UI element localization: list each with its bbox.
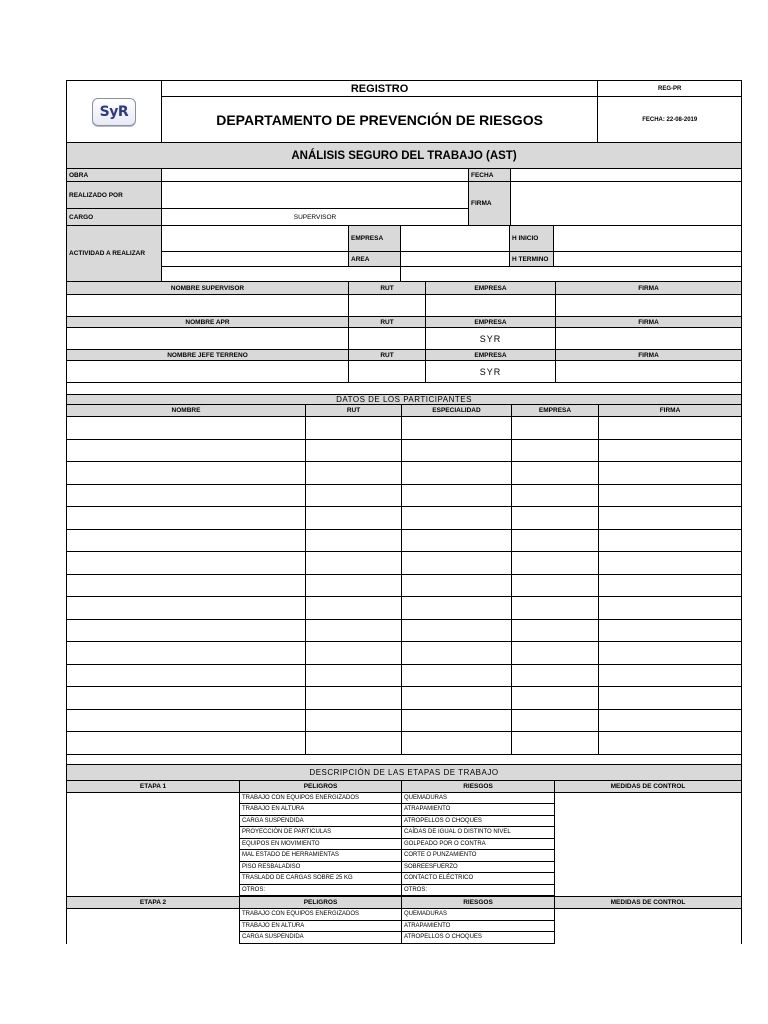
hazard-row [240, 850, 555, 862]
h-termino-label: H TERMINO [510, 252, 554, 266]
participant-empresa-field[interactable] [512, 462, 599, 484]
participant-rut-field[interactable] [306, 620, 402, 642]
participant-rut-field[interactable] [306, 732, 402, 754]
participant-especialidad-field[interactable] [402, 507, 512, 529]
participant-row [66, 597, 742, 620]
peligros-header: PELIGROS [240, 897, 402, 908]
participant-row [66, 732, 742, 755]
col-empresa: EMPRESA [512, 405, 599, 416]
participant-empresa-field[interactable] [512, 687, 599, 709]
obra-label: OBRA [67, 169, 162, 181]
participant-row [66, 710, 742, 733]
participant-empresa-field[interactable] [512, 575, 599, 597]
rut-header: RUT [349, 282, 426, 294]
supervisor-label: NOMBRE SUPERVISOR [67, 282, 349, 294]
participant-firma-field[interactable] [599, 710, 742, 732]
firma-label: FIRMA [469, 182, 511, 225]
participant-firma-field[interactable] [599, 687, 742, 709]
obra-row [66, 169, 742, 182]
medidas-header: MEDIDAS DE CONTROL [555, 897, 742, 908]
participant-empresa-field[interactable] [512, 485, 599, 507]
obra-field[interactable] [162, 169, 469, 181]
participant-rut-field[interactable] [306, 530, 402, 552]
area-row [162, 252, 742, 267]
peligro-item[interactable]: TRABAJO CON EQUIPOS ENERGIZADOS [240, 793, 402, 804]
participant-firma-field[interactable] [599, 530, 742, 552]
etapa2-hazard-list [240, 909, 555, 944]
hazard-row [240, 932, 555, 944]
participant-nombre-field[interactable] [67, 665, 306, 687]
form-code: REG-PR [598, 81, 741, 97]
participant-empresa-field[interactable] [512, 440, 599, 462]
jefe-values-row [66, 361, 742, 383]
participant-especialidad-field[interactable] [402, 732, 512, 754]
firma-header: FIRMA [556, 282, 742, 294]
form-date: FECHA: 22-08-2019 [642, 116, 698, 123]
participant-empresa-field[interactable] [512, 642, 599, 664]
peligro-item[interactable]: TRABAJO EN ALTURA [240, 804, 402, 815]
stages-title: DESCRIPCIÓN DE LAS ETAPAS DE TRABAJO [67, 765, 742, 780]
participant-rut-field[interactable] [306, 575, 402, 597]
apr-firma-field[interactable] [556, 328, 742, 349]
jefe-name-field[interactable] [67, 361, 349, 382]
hazard-row [240, 839, 555, 851]
participant-empresa-field[interactable] [512, 530, 599, 552]
hazard-row [240, 816, 555, 828]
realizado-cargo-left [67, 182, 469, 225]
realizado-field[interactable] [162, 182, 469, 208]
etapa2-header-row [66, 897, 742, 909]
cargo-label: CARGO [67, 209, 162, 225]
actividad-main [162, 226, 742, 281]
participant-empresa-field[interactable] [512, 732, 599, 754]
col-firma: FIRMA [599, 405, 742, 416]
apr-header-row [66, 317, 742, 328]
spacer-row [66, 383, 742, 395]
participant-firma-field[interactable] [599, 642, 742, 664]
participant-nombre-field[interactable] [67, 575, 306, 597]
etapa1-header-row [66, 781, 742, 793]
supervisor-name-field[interactable] [67, 295, 349, 316]
apr-empresa-field[interactable]: SYR [426, 328, 556, 349]
supervisor-rut-field[interactable] [349, 295, 426, 316]
hazard-row [240, 873, 555, 885]
participant-rut-field[interactable] [306, 552, 402, 574]
blank-cell [401, 267, 742, 281]
participant-firma-field[interactable] [599, 732, 742, 754]
empresa-label: EMPRESA [349, 226, 401, 251]
participant-especialidad-field[interactable] [402, 597, 512, 619]
participant-firma-field[interactable] [599, 620, 742, 642]
participant-especialidad-field[interactable] [402, 462, 512, 484]
participant-empresa-field[interactable] [512, 620, 599, 642]
blank-cell [67, 755, 742, 764]
jefe-rut-field[interactable] [349, 361, 426, 382]
participant-firma-field[interactable] [599, 440, 742, 462]
participants-header-row [66, 405, 742, 417]
riesgo-item[interactable]: ATRAPAMIENTO [402, 921, 555, 932]
jefe-label: NOMBRE JEFE TERRENO [67, 350, 349, 360]
participant-row [66, 440, 742, 463]
peligro-item[interactable]: CARGA SUSPENDIDA [240, 932, 402, 943]
participant-especialidad-field[interactable] [402, 665, 512, 687]
riesgo-item[interactable]: SOBREESFUERZO [402, 862, 555, 873]
participant-empresa-field[interactable] [512, 552, 599, 574]
participant-firma-field[interactable] [599, 665, 742, 687]
rut-header: RUT [349, 317, 426, 327]
supervisor-empresa-field[interactable] [426, 295, 556, 316]
riesgo-item[interactable]: CAÍDAS DE IGUAL O DISTINTO NIVEL [402, 827, 555, 838]
participant-especialidad-field[interactable] [402, 530, 512, 552]
col-especialidad: ESPECIALIDAD [402, 405, 512, 416]
logo-cell [67, 81, 162, 142]
participant-especialidad-field[interactable] [402, 620, 512, 642]
riesgo-item[interactable]: CORTE O PUNZAMIENTO [402, 850, 555, 861]
participant-especialidad-field[interactable] [402, 417, 512, 439]
participant-row [66, 642, 742, 665]
participant-rut-field[interactable] [306, 417, 402, 439]
etapa1-description[interactable] [67, 793, 240, 897]
cargo-row [67, 209, 469, 225]
etapa2-label: ETAPA 2 [67, 897, 240, 908]
ast-title: ANÁLISIS SEGURO DEL TRABAJO (AST) [67, 143, 742, 168]
participant-firma-field[interactable] [599, 485, 742, 507]
apr-rut-field[interactable] [349, 328, 426, 349]
participant-nombre-field[interactable] [67, 417, 306, 439]
participant-rut-field[interactable] [306, 665, 402, 687]
header-meta [598, 81, 742, 142]
participant-empresa-field[interactable] [512, 417, 599, 439]
peligro-item[interactable]: PROYECCIÓN DE PARTICULAS [240, 827, 402, 838]
empresa-header: EMPRESA [426, 282, 556, 294]
riesgo-item[interactable]: CONTACTO ELÉCTRICO [402, 873, 555, 884]
riesgo-item[interactable]: GOLPEADO POR O CONTRA [402, 839, 555, 850]
participant-row [66, 665, 742, 688]
participant-row [66, 507, 742, 530]
area-field[interactable] [401, 252, 510, 266]
participant-nombre-field[interactable] [67, 440, 306, 462]
form-header [66, 80, 742, 143]
peligro-item[interactable]: PISO RESBALADISO [240, 862, 402, 873]
actividad-field-2[interactable] [162, 252, 349, 266]
actividad-extra-row [162, 267, 742, 281]
ast-title-row [66, 143, 742, 169]
etapa2-medidas[interactable] [555, 909, 742, 944]
empresa-field[interactable] [401, 226, 510, 251]
etapa1-hazard-list [240, 793, 555, 897]
riesgo-item[interactable]: QUEMADURAS [402, 793, 555, 804]
fecha-field[interactable] [511, 169, 742, 181]
blank-cell [162, 267, 401, 281]
participant-row [66, 530, 742, 553]
participants-title: DATOS DE LOS PARTICIPANTES [67, 395, 742, 404]
participant-empresa-field[interactable] [512, 710, 599, 732]
participant-firma-field[interactable] [599, 552, 742, 574]
peligro-item[interactable]: TRABAJO EN ALTURA [240, 921, 402, 932]
jefe-firma-field[interactable] [556, 361, 742, 382]
actividad-label: ACTIVIDAD A REALIZAR [67, 226, 162, 281]
apr-label: NOMBRE APR [67, 317, 349, 327]
jefe-empresa-field[interactable]: SYR [426, 361, 556, 382]
fecha-label: FECHA [469, 169, 511, 181]
firma-header: FIRMA [556, 317, 742, 327]
participant-rut-field[interactable] [306, 642, 402, 664]
participant-especialidad-field[interactable] [402, 485, 512, 507]
participant-nombre-field[interactable] [67, 687, 306, 709]
realizado-cargo-block [66, 182, 742, 226]
riesgo-item[interactable]: ATROPELLOS O CHOQUES [402, 816, 555, 827]
peligro-item[interactable]: TRABAJO CON EQUIPOS ENERGIZADOS [240, 909, 402, 920]
actividad-block [66, 226, 742, 282]
hazard-row [240, 921, 555, 933]
hazard-row [240, 804, 555, 816]
peligro-item[interactable]: CARGA SUSPENDIDA [240, 816, 402, 827]
supervisor-values-row [66, 295, 742, 317]
actividad-empresa-row [162, 226, 742, 252]
participant-especialidad-field[interactable] [402, 642, 512, 664]
peligro-item[interactable]: TRASLADO DE CARGAS SOBRE 25 KG [240, 873, 402, 884]
jefe-header-row [66, 350, 742, 361]
participant-rut-field[interactable] [306, 597, 402, 619]
participant-firma-field[interactable] [599, 575, 742, 597]
participant-row [66, 417, 742, 440]
h-inicio-field[interactable] [554, 226, 742, 251]
syr-logo [92, 98, 136, 126]
participant-nombre-field[interactable] [67, 710, 306, 732]
participant-rut-field[interactable] [306, 462, 402, 484]
supervisor-firma-field[interactable] [556, 295, 742, 316]
peligro-item[interactable]: MAL ESTADO DE HERRAMIENTAS [240, 850, 402, 861]
participant-rut-field[interactable] [306, 687, 402, 709]
etapa2-description[interactable] [67, 909, 240, 944]
peligro-item[interactable]: EQUIPOS EN MOVIMIENTO [240, 839, 402, 850]
supervisor-header-row [66, 282, 742, 295]
logo-text: SyR [99, 103, 129, 120]
participant-empresa-field[interactable] [512, 597, 599, 619]
riesgos-header: RIESGOS [402, 781, 555, 792]
etapa1-label: ETAPA 1 [67, 781, 240, 792]
etapa1-body [66, 793, 742, 898]
apr-values-row [66, 328, 742, 350]
participant-especialidad-field[interactable] [402, 552, 512, 574]
peligros-header: PELIGROS [240, 781, 402, 792]
firma-header: FIRMA [556, 350, 742, 360]
participant-row [66, 552, 742, 575]
riesgo-item[interactable]: OTROS: [402, 885, 555, 896]
h-inicio-label: H INICIO [510, 226, 554, 251]
hazard-row [240, 793, 555, 805]
participant-nombre-field[interactable] [67, 732, 306, 754]
participant-nombre-field[interactable] [67, 620, 306, 642]
participant-especialidad-field[interactable] [402, 575, 512, 597]
department-title: DEPARTAMENTO DE PREVENCIÓN DE RIESGOS [216, 111, 543, 128]
participant-especialidad-field[interactable] [402, 710, 512, 732]
participant-firma-field[interactable] [599, 507, 742, 529]
participants-title-row [66, 395, 742, 405]
cargo-value[interactable]: SUPERVISOR [162, 209, 469, 225]
riesgo-item[interactable]: ATRAPAMIENTO [402, 804, 555, 815]
ast-form [66, 80, 742, 944]
participant-row [66, 485, 742, 508]
participant-nombre-field[interactable] [67, 642, 306, 664]
hazard-row [240, 862, 555, 874]
participant-empresa-field[interactable] [512, 665, 599, 687]
empresa-header: EMPRESA [426, 317, 556, 327]
peligro-item[interactable]: OTROS: [240, 885, 402, 896]
medidas-header: MEDIDAS DE CONTROL [555, 781, 742, 792]
spacer-row [66, 755, 742, 765]
etapa1-medidas[interactable] [555, 793, 742, 897]
participant-row [66, 462, 742, 485]
riesgo-item[interactable]: QUEMADURAS [402, 909, 555, 920]
participant-empresa-field[interactable] [512, 507, 599, 529]
firma-field[interactable] [511, 182, 742, 225]
empresa-header: EMPRESA [426, 350, 556, 360]
realizado-label: REALIZADO POR [67, 182, 162, 208]
participant-nombre-field[interactable] [67, 597, 306, 619]
stages-title-row [66, 765, 742, 781]
participant-nombre-field[interactable] [67, 552, 306, 574]
etapa2-body [66, 909, 742, 944]
participant-nombre-field[interactable] [67, 507, 306, 529]
participant-nombre-field[interactable] [67, 485, 306, 507]
participant-rut-field[interactable] [306, 440, 402, 462]
registro-title: REGISTRO [162, 81, 598, 97]
apr-name-field[interactable] [67, 328, 349, 349]
realizado-row [67, 182, 469, 209]
participant-especialidad-field[interactable] [402, 687, 512, 709]
col-nombre: NOMBRE [67, 405, 306, 416]
participant-rut-field[interactable] [306, 710, 402, 732]
participant-firma-field[interactable] [599, 462, 742, 484]
participant-row [66, 620, 742, 643]
h-termino-field[interactable] [554, 252, 742, 266]
rut-header: RUT [349, 350, 426, 360]
participant-especialidad-field[interactable] [402, 440, 512, 462]
hazard-row [240, 885, 555, 897]
participants-body [66, 417, 742, 755]
participant-row [66, 575, 742, 598]
participant-rut-field[interactable] [306, 507, 402, 529]
header-titles [162, 81, 599, 142]
participant-rut-field[interactable] [306, 485, 402, 507]
riesgo-item[interactable]: ATROPELLOS O CHOQUES [402, 932, 555, 943]
participant-row [66, 687, 742, 710]
col-rut: RUT [306, 405, 402, 416]
participant-firma-field[interactable] [599, 417, 742, 439]
participant-nombre-field[interactable] [67, 462, 306, 484]
riesgos-header: RIESGOS [402, 897, 555, 908]
hazard-row [240, 909, 555, 921]
blank-cell [67, 383, 742, 394]
actividad-field[interactable] [162, 226, 349, 251]
participant-firma-field[interactable] [599, 597, 742, 619]
area-label: AREA [349, 252, 401, 266]
participant-nombre-field[interactable] [67, 530, 306, 552]
hazard-row [240, 827, 555, 839]
